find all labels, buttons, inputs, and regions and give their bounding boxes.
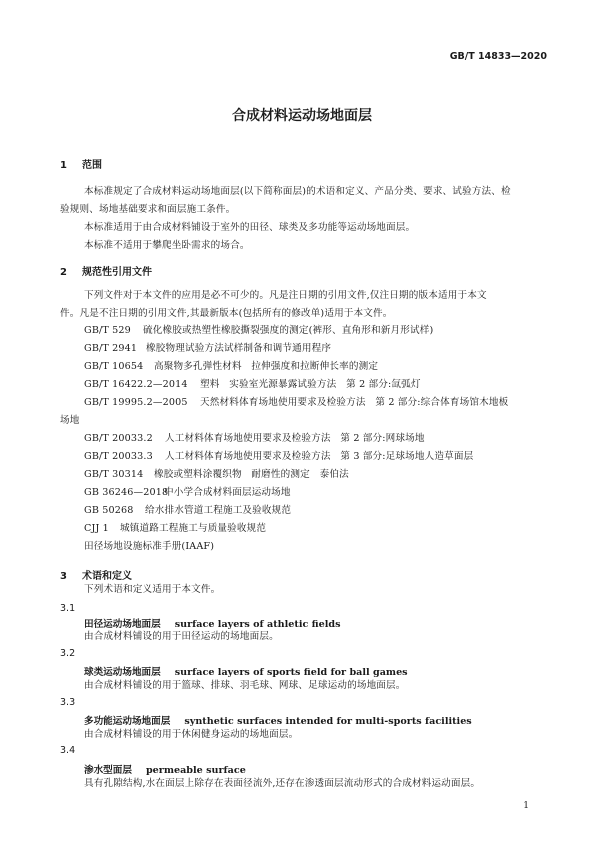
section-title: 规范性引用文件 bbox=[82, 267, 152, 278]
reference-entry bbox=[84, 520, 266, 538]
section-number: 3 bbox=[60, 571, 67, 582]
term-definition: 由合成材料铺设的用于篮球、排球、羽毛球、网球、足球运动的场地面层。 bbox=[84, 680, 406, 691]
reference-title: 田径场地设施标准手册(IAAF) bbox=[84, 541, 215, 552]
reference-title: 城镇道路工程施工与质量验收规范 bbox=[120, 523, 267, 534]
reference-code: GB 50268 bbox=[84, 505, 134, 516]
term-en: surface layers of athletic fields bbox=[174, 619, 341, 630]
standard-code: GB/T 14833—2020 bbox=[449, 51, 547, 62]
term-cn: 田径运动场地面层 bbox=[84, 619, 161, 630]
paragraph: 验规则、场地基础要求和面层施工条件。 bbox=[60, 204, 236, 215]
reference-entry bbox=[84, 538, 214, 556]
reference-code: GB/T 30314 bbox=[84, 469, 144, 480]
term-definition: 由合成材料铺设的用于休闲健身运动的场地面层。 bbox=[84, 729, 299, 740]
reference-title: 人工材料体育场地使用要求及检验方法 第 2 部分:网球场地 bbox=[165, 433, 425, 444]
reference-entry-continuation bbox=[60, 412, 80, 430]
reference-code: GB/T 20033.3 bbox=[84, 451, 153, 462]
reference-entry bbox=[84, 394, 508, 412]
term-en: permeable surface bbox=[145, 765, 246, 776]
paragraph: 本标准不适用于攀爬坐卧需求的场合。 bbox=[84, 240, 250, 251]
reference-title: 天然材料体育场地使用要求及检验方法 第 2 部分:综合体育场馆木地板 bbox=[200, 397, 509, 408]
section-number: 2 bbox=[60, 267, 67, 278]
term-heading bbox=[84, 664, 408, 678]
section-title: 术语和定义 bbox=[82, 571, 132, 582]
term-heading bbox=[84, 713, 472, 727]
section-1-heading bbox=[60, 156, 102, 171]
reference-title: 塑料 实验室光源暴露试验方法 第 2 部分:氙弧灯 bbox=[200, 379, 421, 390]
paragraph: 下列术语和定义适用于本文件。 bbox=[84, 584, 221, 595]
reference-entry bbox=[84, 448, 473, 466]
reference-title: 橡胶或塑料涂覆织物 耐磨性的测定 泰伯法 bbox=[154, 469, 349, 480]
reference-entry bbox=[84, 502, 291, 520]
reference-entry bbox=[84, 322, 433, 340]
reference-entry bbox=[84, 376, 421, 394]
reference-entry bbox=[84, 430, 425, 448]
section-number: 1 bbox=[60, 160, 67, 171]
paragraph: 本标准适用于由合成材料铺设于室外的田径、球类及多功能等运动场地面层。 bbox=[84, 222, 416, 233]
paragraph: 件。凡是不注日期的引用文件,其最新版本(包括所有的修改单)适用于本文件。 bbox=[60, 308, 393, 319]
reference-entry bbox=[84, 340, 331, 358]
document-title: 合成材料运动场地面层 bbox=[232, 108, 372, 124]
section-3-heading bbox=[60, 567, 132, 582]
paragraph: 本标准规定了合成材料运动场地面层(以下简称面层)的术语和定义、产品分类、要求、试验方法、检 bbox=[84, 186, 511, 197]
term-definition: 具有孔隙结构,水在面层上除存在表面径流外,还存在渗透面层流动形式的合成材料运动面层。 bbox=[84, 778, 481, 789]
reference-code: GB/T 2941 bbox=[84, 343, 138, 354]
term-number: 3.4 bbox=[60, 745, 76, 756]
paragraph: 下列文件对于本文件的应用是必不可少的。凡是注日期的引用文件,仅注日期的版本适用于本文 bbox=[84, 290, 487, 301]
reference-code: CJJ 1 bbox=[84, 523, 109, 534]
reference-code: GB/T 16422.2—2014 bbox=[84, 379, 188, 390]
reference-code: GB 36246—2018 bbox=[84, 487, 169, 498]
reference-title: 人工材料体育场地使用要求及检验方法 第 3 部分:足球场地人造草面层 bbox=[165, 451, 474, 462]
term-number: 3.3 bbox=[60, 697, 76, 708]
term-number: 3.2 bbox=[60, 648, 76, 659]
reference-title: 橡胶物理试验方法试样制备和调节通用程序 bbox=[146, 343, 332, 354]
term-en: synthetic surfaces intended for multi-sports facilities bbox=[184, 716, 472, 727]
section-title: 范围 bbox=[82, 160, 102, 171]
term-cn: 球类运动场地面层 bbox=[84, 667, 161, 678]
reference-entry bbox=[84, 358, 378, 376]
reference-code: GB/T 19995.2—2005 bbox=[84, 397, 188, 408]
reference-title: 高聚物多孔弹性材料 拉伸强度和拉断伸长率的测定 bbox=[154, 361, 379, 372]
reference-title: 场地 bbox=[60, 415, 80, 426]
reference-entry bbox=[84, 484, 291, 502]
term-definition: 由合成材料铺设的用于田径运动的场地面层。 bbox=[84, 631, 279, 642]
reference-title: 给水排水管道工程施工及验收规范 bbox=[145, 505, 292, 516]
term-heading bbox=[84, 762, 246, 776]
reference-code: GB/T 20033.2 bbox=[84, 433, 153, 444]
term-cn: 多功能运动场地面层 bbox=[84, 716, 171, 727]
page-number: 1 bbox=[523, 801, 529, 811]
term-number: 3.1 bbox=[60, 603, 76, 614]
section-2-heading bbox=[60, 263, 152, 278]
term-en: surface layers of sports field for ball games bbox=[174, 667, 408, 678]
reference-title: 中小学合成材料面层运动场地 bbox=[164, 487, 291, 498]
reference-code: GB/T 10654 bbox=[84, 361, 144, 372]
reference-code: GB/T 529 bbox=[84, 325, 131, 336]
reference-entry bbox=[84, 466, 349, 484]
term-cn: 渗水型面层 bbox=[84, 765, 132, 776]
reference-title: 硫化橡胶或热塑性橡胶撕裂强度的测定(裤形、直角形和新月形试样) bbox=[143, 325, 434, 336]
